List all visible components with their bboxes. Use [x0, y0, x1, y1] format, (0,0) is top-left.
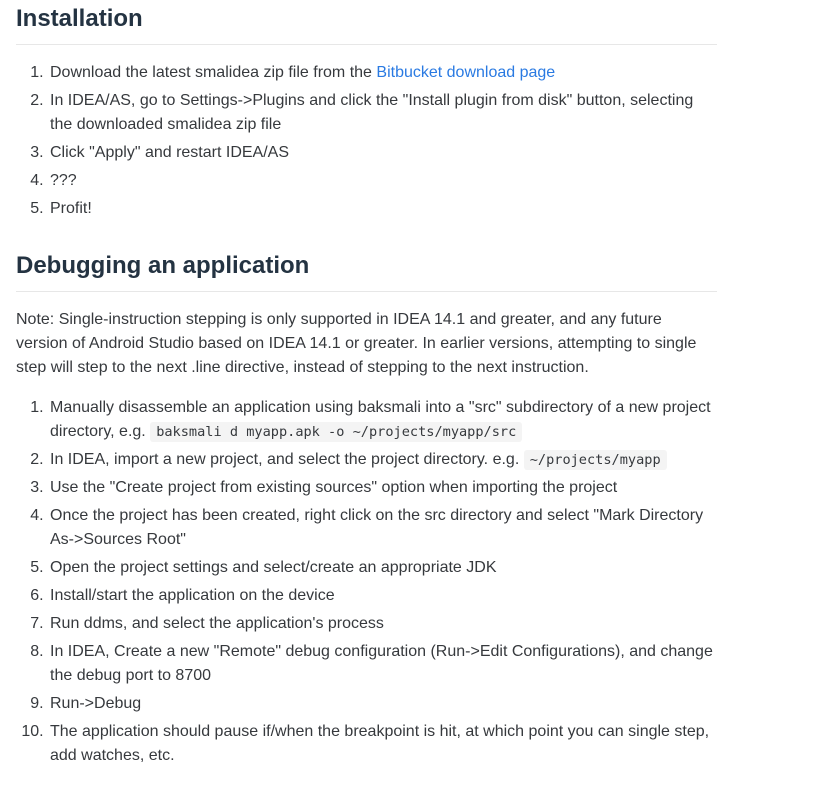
- list-item-text: In IDEA/AS, go to Settings->Plugins and click the "Install plugin from disk" button, selecting the downloaded smalidea zip file: [50, 92, 694, 133]
- inline-code: baksmali d myapp.apk -o ~/projects/myapp/src: [150, 422, 522, 442]
- list-item: [48, 141, 717, 165]
- list-item: [48, 556, 717, 580]
- list-item: [48, 504, 717, 552]
- list-item-text: Once the project has been created, right click on the src directory and select "Mark Directory As->Sources Root": [50, 507, 704, 548]
- section-installation: [16, 4, 717, 221]
- list-item-text: The application should pause if/when the breakpoint is hit, at which point you can single step, add watches, etc.: [50, 723, 710, 764]
- list-item-text: Download the latest smalidea zip file from the: [50, 64, 377, 81]
- inline-code: ~/projects/myapp: [524, 450, 667, 470]
- list-item: [48, 720, 717, 768]
- list-item: [48, 89, 717, 137]
- list-item-text: Install/start the application on the device: [50, 587, 335, 604]
- section-debugging: [16, 251, 717, 768]
- list-item: [48, 448, 717, 472]
- installation-steps-list: [16, 61, 717, 221]
- list-item: [48, 197, 717, 221]
- debugging-steps-list: [16, 396, 717, 768]
- list-item-text: In IDEA, Create a new "Remote" debug configuration (Run->Edit Configurations), and change the debug port to 8700: [50, 643, 713, 684]
- debugging-heading: Debugging an application: [16, 251, 717, 292]
- list-item-text: Click "Apply" and restart IDEA/AS: [50, 144, 289, 161]
- list-item-text: Run->Debug: [50, 695, 142, 712]
- list-item-text: In IDEA, import a new project, and select the project directory. e.g.: [50, 451, 524, 468]
- list-item-text: Manually disassemble an application using baksmali into a "src" subdirectory of a new project directory, e.g.: [50, 399, 711, 440]
- installation-heading: Installation: [16, 4, 717, 45]
- bitbucket-download-link[interactable]: Bitbucket download page: [376, 64, 556, 81]
- list-item-text: ???: [50, 172, 77, 189]
- list-item-text: Run ddms, and select the application's process: [50, 615, 384, 632]
- list-item-text: Open the project settings and select/create an appropriate JDK: [50, 559, 497, 576]
- debugging-note: Note: Single-instruction stepping is only supported in IDEA 14.1 and greater, and any future version of Android Studio based on IDEA 14.1 or greater. In earlier versions, attempting to single step will step to the next .line directive, instead of stepping to the next instruction.: [16, 311, 697, 376]
- list-item-text: Profit!: [50, 200, 92, 217]
- list-item: [48, 692, 717, 716]
- list-item: [48, 476, 717, 500]
- list-item: [48, 396, 717, 444]
- list-item-text: Use the "Create project from existing sources" option when importing the project: [50, 479, 618, 496]
- list-item: [48, 584, 717, 608]
- list-item: [48, 169, 717, 193]
- list-item: [48, 640, 717, 688]
- list-item: [48, 612, 717, 636]
- list-item: [48, 61, 717, 85]
